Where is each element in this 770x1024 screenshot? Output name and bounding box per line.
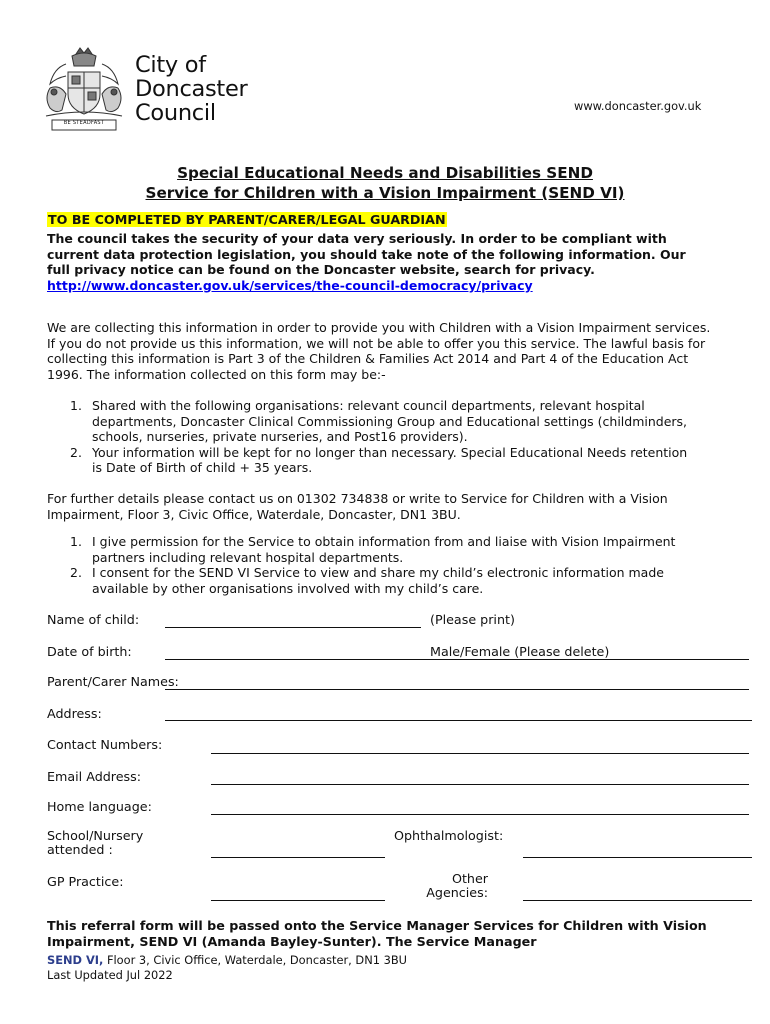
further-details: For further details please contact us on 01302 734838 or write to Service for Children with a Vision Impairment, Floor 3, Civic Office, Waterdale, Doncaster, DN1 3BU. [47, 491, 668, 522]
consent-item [70, 565, 720, 596]
list-number: 2. [70, 565, 82, 581]
list-text: Shared with the following organisations: relevant council departments, relevant hospital departments, Doncaster Clinical Commissioning Group and Educational settings (childminders, schools, nurseries, private nurseries, and Post16 providers). [92, 398, 688, 445]
contact-numbers-field[interactable] [211, 753, 749, 754]
last-updated: Last Updated Jul 2022 [47, 968, 173, 982]
list-text: Your information will be kept for no longer than necessary. Special Educational Needs retention is Date of Birth of child + 35 years. [92, 444, 688, 476]
council-name-line3: Council [135, 100, 216, 126]
privacy-notice-text: The council takes the security of your data very seriously. In order to be compliant with current data protection legislation, you should take note of the following information. Our full privacy notice can be found on the Doncaster website, search for privacy. [47, 231, 686, 278]
gp-practice-field[interactable] [211, 900, 385, 901]
data-use-list [70, 398, 695, 476]
parent-names-label: Parent/Carer Names: [47, 674, 179, 689]
privacy-notice [47, 231, 707, 293]
council-crest-logo [36, 44, 132, 132]
footer-address-text: Floor 3, Civic Office, Waterdale, Doncaster, DN1 3BU [103, 953, 407, 967]
school-label [47, 829, 143, 857]
print-note: (Please print) [430, 612, 515, 627]
list-item [70, 445, 695, 476]
list-number: 1. [70, 534, 82, 549]
completion-instruction: TO BE COMPLETED BY PARENT/CARER/LEGAL GUARDIAN [48, 212, 446, 227]
ophthalmologist-label: Ophthalmologist: [394, 828, 504, 843]
parent-names-field[interactable] [165, 689, 749, 690]
privacy-link[interactable]: http://www.doncaster.gov.uk/services/the-council-democracy/privacy [47, 277, 533, 293]
list-number: 2. [70, 444, 82, 460]
council-name-line1: City of [135, 52, 206, 78]
consent-list [70, 534, 720, 596]
referral-note: This referral form will be passed onto the Service Manager Services for Children with Vision Impairment, SEND VI (Amanda Bayley-Sunter). The Service Manager [47, 918, 707, 949]
website-url: www.doncaster.gov.uk [574, 99, 702, 113]
child-name-label: Name of child: [47, 612, 140, 627]
gp-practice-label: GP Practice: [47, 874, 124, 889]
list-number: 1. [70, 398, 82, 413]
council-name-line2: Doncaster [135, 76, 248, 102]
consent-item [70, 534, 720, 565]
school-field[interactable] [211, 857, 385, 858]
form-title-line1: Special Educational Needs and Disabilities SEND [177, 164, 593, 182]
other-agencies-field[interactable] [523, 900, 752, 901]
list-text: I consent for the SEND VI Service to view and share my child’s electronic information made available by other organisations involved with my child’s care. [92, 565, 664, 596]
list-item [70, 398, 695, 445]
home-language-field[interactable] [211, 814, 749, 815]
send-vi-label: SEND VI, [47, 953, 104, 967]
crest-motto: BE STEADFAST [63, 120, 105, 126]
dob-label: Date of birth: [47, 644, 132, 659]
address-label: Address: [47, 706, 102, 721]
email-field[interactable] [211, 784, 749, 785]
footer-address [47, 953, 407, 967]
school-label-line2: attended : [47, 842, 113, 857]
data-collection-statement: We are collecting this information in order to provide you with Children with a Vision Impairment services. If you do not provide us this information, we will not be able to offer you this service. The lawful basis for collecting this information is Part 3 of the Children & Families Act 2014 and Part 4 of the Education Act 1996. The information collected on this form may be:- [47, 320, 711, 382]
email-label: Email Address: [47, 769, 142, 784]
other-agencies-line1: Other [451, 871, 488, 886]
contact-numbers-label: Contact Numbers: [47, 737, 163, 752]
school-label-line1: School/Nursery [47, 828, 144, 843]
address-field[interactable] [165, 720, 752, 721]
dob-field[interactable] [165, 659, 749, 660]
form-title-line2: Service for Children with a Vision Impairment (SEND VI) [145, 184, 625, 202]
list-text: I give permission for the Service to obtain information from and liaise with Vision Impairment partners including relevant hospital departments. [92, 534, 676, 565]
other-agencies-line2: Agencies: [426, 885, 488, 900]
child-name-field[interactable] [165, 627, 421, 628]
other-agencies-label [418, 872, 488, 900]
ophthalmologist-field[interactable] [523, 857, 752, 858]
gender-label: Male/Female (Please delete) [430, 644, 610, 659]
home-language-label: Home language: [47, 799, 152, 814]
